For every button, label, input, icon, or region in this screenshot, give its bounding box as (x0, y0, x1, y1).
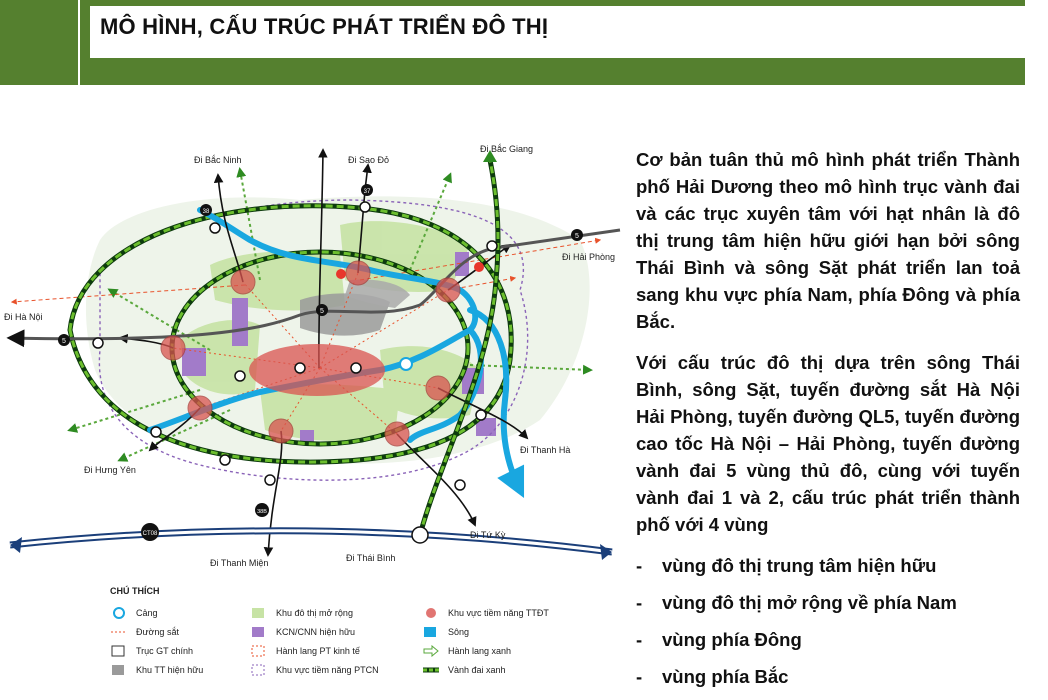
direction-hai-phong: Đi Hải Phòng (562, 252, 616, 262)
green-belt-icon (422, 664, 440, 676)
list-item: - vùng phía Đông (636, 629, 802, 650)
legend-item-economic-corridor: Hành lang PT kinh tế (250, 644, 360, 658)
legend-item-industrial: KCN/CNN hiện hữu (250, 625, 355, 639)
page-title: MÔ HÌNH, CẤU TRÚC PHÁT TRIỂN ĐÔ THỊ (100, 14, 549, 39)
expressway (10, 531, 612, 560)
industrial-potential-icon (250, 664, 268, 676)
direction-thanh-ha: Đi Thanh Hà (520, 445, 571, 455)
description-paragraph-2: Với cấu trúc đô thị dựa trên sông Thái Bình, sông Sặt, tuyến đường sắt Hà Nội Hải Phòng, tuyến đường QL5, tuyến đường cao tốc Hà Nội – Hải Phòng, tuyến đường vành đai 5 vùng thủ đô, cùng với tuyến vành đai 1 và 2, cấu trúc phát triển thành phố với 4 vùng (636, 352, 1020, 535)
industrial-icon (250, 626, 268, 638)
legend-item-railway: Đường sắt (110, 625, 179, 639)
legend (100, 586, 632, 690)
legend-item-main-axis: Trục GT chính (110, 644, 193, 658)
main-axis-icon (110, 645, 128, 657)
header-accent-bar (0, 0, 78, 85)
central-core (249, 344, 385, 396)
direction-thanh-mien: Đi Thanh Miện (210, 558, 269, 568)
potential-center-icon (422, 607, 440, 619)
existing-center-icon (110, 664, 128, 676)
direction-bac-ninh: Đi Bắc Ninh (194, 155, 242, 165)
list-item: - vùng đô thị mở rộng về phía Nam (636, 592, 957, 613)
legend-item-industrial-potential: Khu vực tiềm năng PTCN (250, 663, 379, 677)
river-icon (422, 626, 440, 638)
development-structure-map (0, 130, 632, 570)
road-label-38b: 38B (257, 509, 267, 515)
road-label-5-center: 5 (320, 308, 324, 315)
list-item: - vùng phía Bắc (636, 666, 789, 687)
economic-corridor-icon (250, 645, 268, 657)
road-label-37: 37 (363, 189, 371, 195)
direction-hung-yen: Đi Hưng Yên (84, 465, 136, 475)
green-corridor-icon (422, 645, 440, 657)
legend-item-existing-center: Khu TT hiện hữu (110, 663, 203, 677)
direction-sao-do: Đi Sao Đỏ (348, 155, 390, 165)
zone-list (636, 552, 1020, 690)
description-paragraph-1: Cơ bản tuân thủ mô hình phát triển Thành phố Hải Dương theo mô hình trục vành đai và các trục xuyên tâm với hạt nhân là đô thị trung tâm hiện hữu giới hạn bởi sông Thái Bình và sông Sặt phát triển lan toả sang khu vực phía Nam, phía Đông và phía Bắc. (636, 149, 1020, 332)
road-label-5-east: 5 (575, 233, 579, 240)
road-label-ct08: CT08 (142, 531, 158, 537)
legend-title: CHÚ THÍCH (110, 586, 160, 596)
description-panel (636, 146, 1020, 700)
direction-tu-ky: Đi Tứ Kỳ (470, 530, 506, 540)
legend-item-potential-center: Khu vực tiềm năng TTĐT (422, 606, 549, 620)
road-label-38: 38 (202, 209, 210, 215)
urban-expansion-icon (250, 607, 268, 619)
port-icon (110, 607, 128, 619)
direction-thai-binh: Đi Thái Bình (346, 553, 396, 563)
legend-item-urban-expansion: Khu đô thị mở rộng (250, 606, 353, 620)
road-label-5-west: 5 (62, 338, 66, 345)
direction-bac-giang: Đi Bắc Giang (480, 144, 534, 154)
list-item: - vùng đô thị trung tâm hiện hữu (636, 555, 937, 576)
legend-item-port: Cảng (110, 606, 158, 620)
legend-item-green-belt: Vành đai xanh (422, 663, 506, 677)
direction-ha-noi: Đi Hà Nội (4, 312, 43, 322)
railway-icon (110, 626, 128, 638)
legend-item-river: Sông (422, 625, 469, 639)
legend-item-green-corridor: Hành lang xanh (422, 644, 511, 658)
